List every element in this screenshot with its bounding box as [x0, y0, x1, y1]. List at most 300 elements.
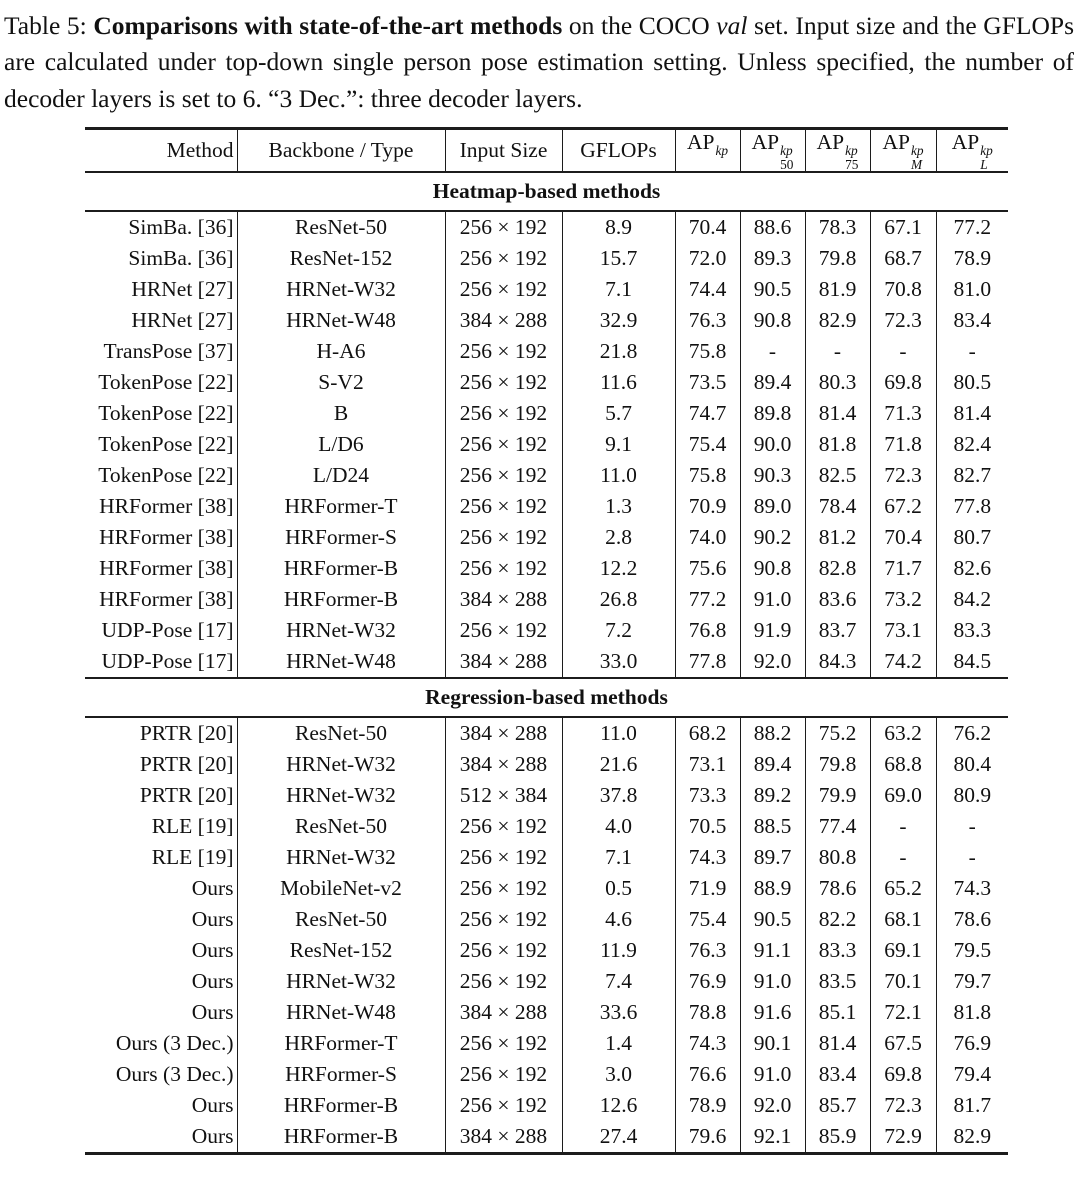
cell-gflops: 7.1: [562, 842, 675, 873]
cell-gflops: 11.9: [562, 935, 675, 966]
col-header-apm: AP kp M: [870, 129, 936, 172]
cell-gflops: 37.8: [562, 780, 675, 811]
cell-input-size: 256 × 192: [445, 522, 562, 553]
cell-ap75: 83.5: [805, 966, 870, 997]
table-row: [85, 274, 1008, 305]
cell-gflops: 3.0: [562, 1059, 675, 1090]
table-row: [85, 749, 1008, 780]
cell-ap50: 91.9: [740, 615, 805, 646]
cell-apm: 74.2: [870, 646, 936, 678]
table-body: [85, 172, 1008, 1154]
col-header-method: Method: [85, 129, 237, 172]
cell-input-size: 384 × 288: [445, 1121, 562, 1154]
cell-ap75: 81.2: [805, 522, 870, 553]
table-row: [85, 904, 1008, 935]
section-title: Heatmap-based methods: [85, 172, 1008, 211]
cell-ap: 78.9: [675, 1090, 740, 1121]
cell-backbone: HRNet-W48: [237, 997, 445, 1028]
supsub-apm: kp M: [910, 142, 924, 172]
section-row: [85, 172, 1008, 211]
cell-ap: 76.3: [675, 935, 740, 966]
cell-method: HRFormer [38]: [85, 553, 237, 584]
cell-ap: 68.2: [675, 717, 740, 749]
cell-input-size: 256 × 192: [445, 398, 562, 429]
cell-method: Ours: [85, 966, 237, 997]
cell-backbone: HRFormer-T: [237, 491, 445, 522]
cell-apm: 69.8: [870, 367, 936, 398]
cell-ap: 70.9: [675, 491, 740, 522]
table-row: [85, 873, 1008, 904]
caption-prefix: Table 5:: [4, 11, 94, 40]
cell-apm: 72.3: [870, 305, 936, 336]
cell-ap50: 89.2: [740, 780, 805, 811]
table-row: [85, 966, 1008, 997]
table-row: [85, 243, 1008, 274]
table-row: [85, 997, 1008, 1028]
cell-ap: 70.5: [675, 811, 740, 842]
cell-apl: 79.4: [953, 1062, 992, 1087]
cell-apl: 84.2: [953, 587, 992, 612]
cell-apm: 70.8: [870, 274, 936, 305]
cell-input-size: 256 × 192: [445, 429, 562, 460]
cell-ap75: 80.8: [805, 842, 870, 873]
cell-ap50: 92.0: [740, 1090, 805, 1121]
cell-input-size: 256 × 192: [445, 211, 562, 243]
cell-gflops: 8.9: [562, 211, 675, 243]
cell-ap75: 83.3: [805, 935, 870, 966]
cell-input-size: 384 × 288: [445, 646, 562, 678]
cell-method: PRTR [20]: [85, 749, 237, 780]
table-row: [85, 305, 1008, 336]
cell-backbone: L/D24: [237, 460, 445, 491]
cell-method: Ours: [85, 1090, 237, 1121]
col-header-input-size: Input Size: [445, 129, 562, 172]
cell-input-size: 256 × 192: [445, 873, 562, 904]
cell-method: Ours: [85, 997, 237, 1028]
cell-apl: 84.5: [953, 649, 992, 674]
cell-apl: 82.6: [953, 556, 992, 581]
cell-ap: 79.6: [675, 1121, 740, 1154]
cell-ap: 75.6: [675, 553, 740, 584]
cell-ap: 75.4: [675, 429, 740, 460]
cell-input-size: 256 × 192: [445, 842, 562, 873]
table-row: [85, 646, 1008, 678]
cell-method: Ours: [85, 873, 237, 904]
cell-input-size: 256 × 192: [445, 553, 562, 584]
cell-backbone: HRFormer-B: [237, 553, 445, 584]
cell-apl: 76.9: [953, 1031, 992, 1056]
cell-ap50: 91.6: [740, 997, 805, 1028]
cell-apm: 72.9: [870, 1121, 936, 1154]
cell-method: SimBa. [36]: [85, 211, 237, 243]
section-row: [85, 678, 1008, 717]
cell-ap75: -: [805, 336, 870, 367]
cell-input-size: 256 × 192: [445, 274, 562, 305]
cell-method: Ours (3 Dec.): [85, 1028, 237, 1059]
col-header-backbone: Backbone / Type: [237, 129, 445, 172]
table-row: [85, 935, 1008, 966]
cell-ap: 76.9: [675, 966, 740, 997]
table-row: [85, 336, 1008, 367]
table-row: [85, 1028, 1008, 1059]
caption-val-italic: val: [716, 11, 748, 40]
supsub-ap: kp: [715, 143, 729, 159]
cell-apl: 83.4: [953, 308, 992, 333]
cell-apl: 78.9: [953, 246, 992, 271]
cell-input-size: 256 × 192: [445, 460, 562, 491]
cell-ap50: 90.3: [740, 460, 805, 491]
cell-ap75: 85.9: [805, 1121, 870, 1154]
cell-input-size: 256 × 192: [445, 1090, 562, 1121]
cell-apm: 67.2: [870, 491, 936, 522]
caption-bold-title: Comparisons with state-of-the-art methods: [93, 11, 563, 40]
cell-ap: 74.0: [675, 522, 740, 553]
cell-ap50: 90.5: [740, 274, 805, 305]
cell-ap: 74.4: [675, 274, 740, 305]
cell-apl: 76.2: [953, 721, 992, 746]
cell-apm: 65.2: [870, 873, 936, 904]
cell-gflops: 27.4: [562, 1121, 675, 1154]
cell-ap50: 92.0: [740, 646, 805, 678]
cell-method: Ours (3 Dec.): [85, 1059, 237, 1090]
cell-apl: 82.9: [953, 1124, 992, 1149]
cell-backbone: H-A6: [237, 336, 445, 367]
table-row: [85, 491, 1008, 522]
cell-ap: 74.7: [675, 398, 740, 429]
cell-backbone: HRFormer-B: [237, 584, 445, 615]
cell-ap75: 81.9: [805, 274, 870, 305]
cell-apl: 82.7: [953, 463, 992, 488]
table-caption: [4, 8, 1074, 117]
cell-apm: 63.2: [870, 717, 936, 749]
cell-apm: 68.1: [870, 904, 936, 935]
cell-apl: 77.2: [953, 215, 992, 240]
table-row: [85, 522, 1008, 553]
table-row: [85, 367, 1008, 398]
cell-apm: 71.8: [870, 429, 936, 460]
cell-apm: -: [870, 811, 936, 842]
cell-backbone: ResNet-50: [237, 211, 445, 243]
table-row: [85, 717, 1008, 749]
cell-ap: 75.8: [675, 460, 740, 491]
cell-gflops: 7.1: [562, 274, 675, 305]
cell-ap: 76.6: [675, 1059, 740, 1090]
cell-ap75: 78.4: [805, 491, 870, 522]
cell-gflops: 11.0: [562, 717, 675, 749]
cell-apm: 68.8: [870, 749, 936, 780]
cell-ap: 77.8: [675, 646, 740, 678]
cell-ap50: 88.9: [740, 873, 805, 904]
cell-method: UDP-Pose [17]: [85, 615, 237, 646]
cell-gflops: 4.0: [562, 811, 675, 842]
cell-ap50: 89.7: [740, 842, 805, 873]
cell-gflops: 15.7: [562, 243, 675, 274]
cell-input-size: 256 × 192: [445, 966, 562, 997]
col-header-ap50: AP kp 50: [740, 129, 805, 172]
cell-method: PRTR [20]: [85, 780, 237, 811]
table-row: [85, 211, 1008, 243]
cell-ap75: 79.8: [805, 749, 870, 780]
cell-ap: 74.3: [675, 1028, 740, 1059]
cell-ap75: 79.9: [805, 780, 870, 811]
cell-backbone: HRNet-W32: [237, 615, 445, 646]
cell-method: TransPose [37]: [85, 336, 237, 367]
cell-input-size: 256 × 192: [445, 367, 562, 398]
cell-ap75: 78.6: [805, 873, 870, 904]
cell-backbone: ResNet-50: [237, 811, 445, 842]
cell-gflops: 33.6: [562, 997, 675, 1028]
cell-ap: 78.8: [675, 997, 740, 1028]
cell-ap75: 82.2: [805, 904, 870, 935]
cell-apm: 69.0: [870, 780, 936, 811]
cell-ap50: 89.4: [740, 367, 805, 398]
cell-apl: 77.8: [953, 494, 992, 519]
cell-ap50: 89.3: [740, 243, 805, 274]
cell-ap50: 90.8: [740, 305, 805, 336]
cell-ap: 73.1: [675, 749, 740, 780]
cell-apl: 81.4: [953, 401, 992, 426]
cell-apl: 80.4: [953, 752, 992, 777]
results-table: [85, 127, 1008, 1155]
cell-input-size: 384 × 288: [445, 749, 562, 780]
header-row: [85, 129, 1008, 172]
cell-gflops: 26.8: [562, 584, 675, 615]
cell-ap50: 89.4: [740, 749, 805, 780]
cell-method: HRFormer [38]: [85, 491, 237, 522]
cell-gflops: 0.5: [562, 873, 675, 904]
cell-apm: 72.3: [870, 1090, 936, 1121]
col-header-ap75: AP kp 75: [805, 129, 870, 172]
cell-backbone: HRNet-W32: [237, 842, 445, 873]
cell-apm: 71.7: [870, 553, 936, 584]
table-row: [85, 460, 1008, 491]
cell-apm: 72.3: [870, 460, 936, 491]
table-row: [85, 429, 1008, 460]
cell-input-size: 256 × 192: [445, 1028, 562, 1059]
cell-backbone: ResNet-152: [237, 243, 445, 274]
cell-method: Ours: [85, 904, 237, 935]
cell-gflops: 1.4: [562, 1028, 675, 1059]
cell-method: SimBa. [36]: [85, 243, 237, 274]
cell-apm: 67.1: [870, 211, 936, 243]
cell-ap: 71.9: [675, 873, 740, 904]
cell-gflops: 12.6: [562, 1090, 675, 1121]
cell-backbone: HRNet-W32: [237, 780, 445, 811]
cell-ap: 72.0: [675, 243, 740, 274]
cell-apl: 79.7: [953, 969, 992, 994]
cell-backbone: HRFormer-S: [237, 1059, 445, 1090]
cell-backbone: L/D6: [237, 429, 445, 460]
cell-method: HRFormer [38]: [85, 522, 237, 553]
col-header-apl: AP kp L: [936, 129, 1008, 172]
cell-ap50: 88.5: [740, 811, 805, 842]
cell-ap50: 90.8: [740, 553, 805, 584]
cell-apl: 83.3: [953, 618, 992, 643]
cell-ap75: 75.2: [805, 717, 870, 749]
cell-apl: -: [968, 845, 976, 870]
cell-input-size: 256 × 192: [445, 1059, 562, 1090]
cell-apl: 78.6: [953, 907, 992, 932]
cell-method: TokenPose [22]: [85, 398, 237, 429]
col-header-gflops: GFLOPs: [562, 129, 675, 172]
caption-rest: set. Input size and the GFLOPs are calculated under top-down single person pose estimation setting. Unless specified, the number of decoder layers is set to 6. “3 Dec.”: three decoder layers.: [4, 11, 1075, 113]
cell-apm: 73.2: [870, 584, 936, 615]
cell-input-size: 256 × 192: [445, 935, 562, 966]
cell-ap75: 79.8: [805, 243, 870, 274]
cell-gflops: 2.8: [562, 522, 675, 553]
cell-ap: 73.3: [675, 780, 740, 811]
table-row: [85, 842, 1008, 873]
cell-backbone: S-V2: [237, 367, 445, 398]
cell-ap75: 83.6: [805, 584, 870, 615]
table-row: [85, 780, 1008, 811]
cell-backbone: ResNet-50: [237, 904, 445, 935]
cell-apl: 81.7: [953, 1093, 992, 1118]
cell-input-size: 512 × 384: [445, 780, 562, 811]
cell-gflops: 7.4: [562, 966, 675, 997]
cell-gflops: 7.2: [562, 615, 675, 646]
cell-ap50: 91.0: [740, 966, 805, 997]
cell-gflops: 32.9: [562, 305, 675, 336]
cell-input-size: 384 × 288: [445, 584, 562, 615]
table-row: [85, 1059, 1008, 1090]
cell-ap: 75.8: [675, 336, 740, 367]
cell-ap75: 80.3: [805, 367, 870, 398]
cell-apl: 80.7: [953, 525, 992, 550]
cell-method: HRNet [27]: [85, 274, 237, 305]
cell-backbone: HRNet-W32: [237, 966, 445, 997]
cell-input-size: 256 × 192: [445, 243, 562, 274]
cell-ap75: 85.7: [805, 1090, 870, 1121]
cell-ap: 73.5: [675, 367, 740, 398]
cell-gflops: 21.8: [562, 336, 675, 367]
cell-apm: 69.8: [870, 1059, 936, 1090]
cell-ap: 70.4: [675, 211, 740, 243]
cell-ap75: 81.4: [805, 398, 870, 429]
cell-ap75: 85.1: [805, 997, 870, 1028]
cell-ap: 74.3: [675, 842, 740, 873]
table-row: [85, 553, 1008, 584]
table-row: [85, 811, 1008, 842]
cell-method: TokenPose [22]: [85, 460, 237, 491]
cell-apl: -: [968, 339, 976, 364]
cell-gflops: 1.3: [562, 491, 675, 522]
cell-apm: 69.1: [870, 935, 936, 966]
cell-input-size: 384 × 288: [445, 997, 562, 1028]
cell-apm: 70.4: [870, 522, 936, 553]
cell-input-size: 384 × 288: [445, 717, 562, 749]
cell-gflops: 33.0: [562, 646, 675, 678]
cell-gflops: 4.6: [562, 904, 675, 935]
cell-input-size: 256 × 192: [445, 615, 562, 646]
cell-input-size: 256 × 192: [445, 336, 562, 367]
cell-input-size: 256 × 192: [445, 904, 562, 935]
cell-apl: 81.8: [953, 1000, 992, 1025]
cell-backbone: HRFormer-B: [237, 1121, 445, 1154]
cell-backbone: ResNet-50: [237, 717, 445, 749]
cell-ap75: 82.9: [805, 305, 870, 336]
cell-gflops: 5.7: [562, 398, 675, 429]
cell-method: Ours: [85, 1121, 237, 1154]
cell-backbone: HRNet-W48: [237, 646, 445, 678]
cell-backbone: HRNet-W32: [237, 749, 445, 780]
cell-gflops: 9.1: [562, 429, 675, 460]
cell-apm: 71.3: [870, 398, 936, 429]
table-row: [85, 615, 1008, 646]
cell-method: RLE [19]: [85, 811, 237, 842]
cell-ap50: 88.2: [740, 717, 805, 749]
cell-backbone: MobileNet-v2: [237, 873, 445, 904]
cell-apm: 67.5: [870, 1028, 936, 1059]
cell-ap75: 77.4: [805, 811, 870, 842]
cell-input-size: 256 × 192: [445, 811, 562, 842]
cell-method: TokenPose [22]: [85, 429, 237, 460]
cell-ap50: 90.5: [740, 904, 805, 935]
cell-backbone: HRFormer-T: [237, 1028, 445, 1059]
cell-ap75: 82.5: [805, 460, 870, 491]
cell-backbone: HRNet-W48: [237, 305, 445, 336]
cell-apm: 72.1: [870, 997, 936, 1028]
cell-method: Ours: [85, 935, 237, 966]
cell-ap50: 91.1: [740, 935, 805, 966]
table-row: [85, 584, 1008, 615]
cell-gflops: 11.6: [562, 367, 675, 398]
cell-gflops: 12.2: [562, 553, 675, 584]
cell-ap50: 90.1: [740, 1028, 805, 1059]
cell-backbone: HRNet-W32: [237, 274, 445, 305]
col-header-ap: AP kp: [675, 129, 740, 172]
cell-ap50: 88.6: [740, 211, 805, 243]
cell-method: TokenPose [22]: [85, 367, 237, 398]
cell-ap: 77.2: [675, 584, 740, 615]
cell-apl: 80.5: [953, 370, 992, 395]
cell-method: HRFormer [38]: [85, 584, 237, 615]
cell-apl: 80.9: [953, 783, 992, 808]
cell-ap: 76.3: [675, 305, 740, 336]
table-row: [85, 398, 1008, 429]
cell-ap50: 90.2: [740, 522, 805, 553]
cell-ap50: 89.8: [740, 398, 805, 429]
cell-ap50: 90.0: [740, 429, 805, 460]
cell-apm: 68.7: [870, 243, 936, 274]
cell-apm: 73.1: [870, 615, 936, 646]
cell-ap: 75.4: [675, 904, 740, 935]
cell-gflops: 21.6: [562, 749, 675, 780]
section-title: Regression-based methods: [85, 678, 1008, 717]
cell-apl: -: [968, 814, 976, 839]
supsub-ap50: kp 50: [780, 142, 794, 172]
cell-ap75: 83.4: [805, 1059, 870, 1090]
cell-ap75: 81.8: [805, 429, 870, 460]
cell-backbone: HRFormer-B: [237, 1090, 445, 1121]
cell-backbone: B: [237, 398, 445, 429]
table-row: [85, 1090, 1008, 1121]
cell-ap75: 83.7: [805, 615, 870, 646]
cell-ap75: 82.8: [805, 553, 870, 584]
cell-apl: 74.3: [953, 876, 992, 901]
cell-backbone: ResNet-152: [237, 935, 445, 966]
cell-apl: 79.5: [953, 938, 992, 963]
cell-input-size: 384 × 288: [445, 305, 562, 336]
cell-ap50: 89.0: [740, 491, 805, 522]
cell-method: UDP-Pose [17]: [85, 646, 237, 678]
cell-ap75: 78.3: [805, 211, 870, 243]
cell-gflops: 11.0: [562, 460, 675, 491]
cell-ap50: -: [740, 336, 805, 367]
cell-apl: 82.4: [953, 432, 992, 457]
cell-ap50: 91.0: [740, 584, 805, 615]
cell-apm: 70.1: [870, 966, 936, 997]
